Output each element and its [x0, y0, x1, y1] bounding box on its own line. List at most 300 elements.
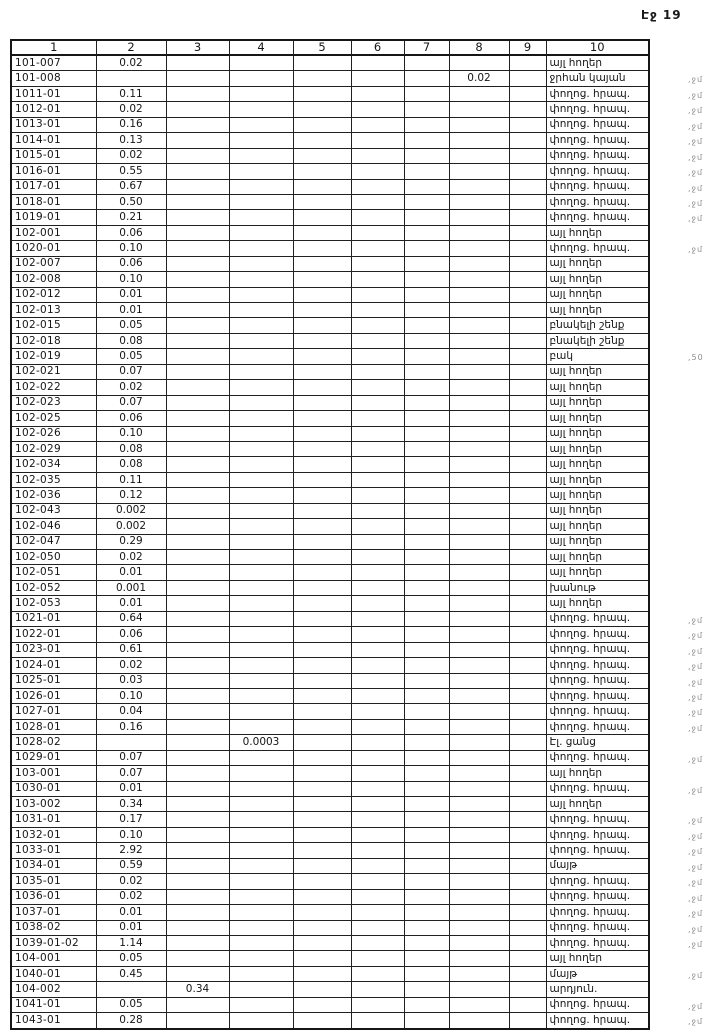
value-cell-col2: [96, 71, 166, 86]
value-cell-col7: [404, 997, 449, 1012]
value-cell-col6: [351, 349, 404, 364]
value-cell-col3: [166, 164, 229, 179]
land-use-cell: [546, 133, 704, 148]
column-header-4: 4: [229, 40, 293, 55]
column-header-8: 8: [449, 40, 509, 55]
value-cell-col4: [229, 704, 293, 719]
value-cell-col5: [293, 966, 351, 981]
value-cell-col9: [509, 256, 546, 271]
land-use-cell: [546, 117, 704, 132]
land-use-label: փողոց. հրապ.: [549, 211, 631, 224]
value-cell-col7: [404, 673, 449, 688]
value-cell-col5: [293, 874, 351, 889]
value-cell-col2: 0.08: [96, 441, 166, 456]
value-cell-col8: [449, 380, 509, 395]
value-cell-col3: [166, 596, 229, 611]
land-use-cell: [546, 565, 649, 580]
table-row: [11, 874, 649, 889]
value-cell-col3: [166, 951, 229, 966]
margin-note: ,ջմ: [688, 662, 704, 672]
value-cell-col5: [293, 395, 351, 410]
table-row: [11, 71, 649, 86]
value-cell-col3: [166, 966, 229, 981]
table-row: [11, 272, 649, 287]
land-use-cell: [546, 673, 704, 688]
parcel-id-cell: 1043-01: [11, 1013, 96, 1029]
value-cell-col2: 0.06: [96, 411, 166, 426]
value-cell-col8: [449, 596, 509, 611]
value-cell-col7: [404, 256, 449, 271]
value-cell-col9: [509, 133, 546, 148]
land-use-label: բնակելի շենք: [549, 334, 625, 347]
value-cell-col2: 0.05: [96, 951, 166, 966]
value-cell-col3: [166, 642, 229, 657]
parcel-id-cell: 102-034: [11, 457, 96, 472]
parcel-id-cell: 102-012: [11, 287, 96, 302]
land-use-label: այլ հողեր: [549, 597, 603, 610]
value-cell-col2: 0.001: [96, 580, 166, 595]
margin-note: ,ջմ: [688, 893, 704, 903]
value-cell-col2: 0.05: [96, 997, 166, 1012]
value-cell-col9: [509, 550, 546, 565]
land-use-cell: [546, 241, 704, 256]
value-cell-col3: [166, 457, 229, 472]
table-row: [11, 318, 649, 333]
land-use-cell: [546, 596, 649, 611]
parcel-id-cell: 1038-02: [11, 920, 96, 935]
parcel-id-cell: 1033-01: [11, 843, 96, 858]
value-cell-col5: [293, 287, 351, 302]
value-cell-col8: [449, 256, 509, 271]
land-use-cell: [546, 534, 649, 549]
value-cell-col9: [509, 982, 546, 997]
value-cell-col5: [293, 179, 351, 194]
value-cell-col5: [293, 580, 351, 595]
value-cell-col8: [449, 503, 509, 518]
value-cell-col2: 0.06: [96, 225, 166, 240]
value-cell-col9: [509, 797, 546, 812]
value-cell-col2: 0.10: [96, 688, 166, 703]
value-cell-col7: [404, 102, 449, 117]
value-cell-col5: [293, 704, 351, 719]
value-cell-col7: [404, 318, 449, 333]
value-cell-col3: [166, 488, 229, 503]
value-cell-col7: [404, 411, 449, 426]
value-cell-col6: [351, 889, 404, 904]
land-use-label: այլ հողեր: [549, 550, 603, 563]
value-cell-col8: [449, 364, 509, 379]
value-cell-col6: [351, 1013, 404, 1029]
table-row: [11, 627, 649, 642]
margin-note: ,ջմ: [688, 924, 704, 934]
value-cell-col7: [404, 565, 449, 580]
value-cell-col4: [229, 812, 293, 827]
value-cell-col9: [509, 565, 546, 580]
table-row: [11, 673, 649, 688]
parcel-id-cell: 1021-01: [11, 611, 96, 626]
table-row: [11, 179, 649, 194]
value-cell-col6: [351, 287, 404, 302]
value-cell-col9: [509, 766, 546, 781]
margin-note: ,ջմ: [688, 723, 704, 733]
margin-note: ,ջմ: [688, 183, 704, 193]
land-use-cell: [546, 194, 704, 209]
value-cell-col2: 0.03: [96, 673, 166, 688]
land-use-label: փողոց. հրապ.: [549, 133, 631, 146]
value-cell-col2: 0.02: [96, 380, 166, 395]
table-row: [11, 210, 649, 225]
value-cell-col8: [449, 488, 509, 503]
value-cell-col6: [351, 935, 404, 950]
column-header-1: 1: [11, 40, 96, 55]
parcel-id-cell: 102-026: [11, 426, 96, 441]
value-cell-col2: 0.06: [96, 256, 166, 271]
value-cell-col7: [404, 596, 449, 611]
parcel-id-cell: 1020-01: [11, 241, 96, 256]
value-cell-col6: [351, 210, 404, 225]
value-cell-col4: [229, 55, 293, 71]
value-cell-col3: [166, 333, 229, 348]
table-row: [11, 534, 649, 549]
table-row: [11, 503, 649, 518]
value-cell-col6: [351, 812, 404, 827]
value-cell-col7: [404, 380, 449, 395]
value-cell-col6: [351, 102, 404, 117]
value-cell-col2: 0.02: [96, 102, 166, 117]
value-cell-col8: [449, 658, 509, 673]
value-cell-col7: [404, 364, 449, 379]
value-cell-col9: [509, 704, 546, 719]
value-cell-col6: [351, 164, 404, 179]
land-use-cell: [546, 966, 704, 981]
value-cell-col8: [449, 627, 509, 642]
parcel-id-cell: 1028-01: [11, 719, 96, 734]
table-row: [11, 843, 649, 858]
column-header-6: 6: [351, 40, 404, 55]
value-cell-col9: [509, 827, 546, 842]
value-cell-col2: 0.02: [96, 874, 166, 889]
value-cell-col2: 0.07: [96, 766, 166, 781]
value-cell-col4: [229, 426, 293, 441]
margin-note: ,ջմ: [688, 816, 704, 826]
value-cell-col7: [404, 704, 449, 719]
value-cell-col7: [404, 935, 449, 950]
value-cell-col9: [509, 611, 546, 626]
table-row: [11, 86, 649, 101]
land-use-cell: [546, 256, 649, 271]
value-cell-col3: [166, 627, 229, 642]
table-row: [11, 380, 649, 395]
value-cell-col5: [293, 457, 351, 472]
value-cell-col7: [404, 457, 449, 472]
table-row: [11, 194, 649, 209]
parcel-id-cell: 1035-01: [11, 874, 96, 889]
value-cell-col7: [404, 287, 449, 302]
value-cell-col3: [166, 766, 229, 781]
table-row: [11, 256, 649, 271]
value-cell-col6: [351, 411, 404, 426]
value-cell-col7: [404, 812, 449, 827]
land-use-cell: [546, 843, 704, 858]
land-use-label: այլ հողեր: [549, 272, 603, 285]
value-cell-col7: [404, 164, 449, 179]
land-use-cell: [546, 411, 649, 426]
value-cell-col3: [166, 411, 229, 426]
land-use-label: փողոց. հրապ.: [549, 936, 631, 949]
table-row: [11, 580, 649, 595]
value-cell-col9: [509, 688, 546, 703]
parcel-id-cell: 102-013: [11, 303, 96, 318]
table-row: [11, 750, 649, 765]
value-cell-col4: 0.0003: [229, 735, 293, 750]
value-cell-col8: [449, 457, 509, 472]
value-cell-col8: [449, 874, 509, 889]
land-use-cell: [546, 225, 649, 240]
value-cell-col8: [449, 519, 509, 534]
value-cell-col5: [293, 550, 351, 565]
value-cell-col8: [449, 241, 509, 256]
parcel-id-cell: 1032-01: [11, 827, 96, 842]
value-cell-col4: [229, 194, 293, 209]
land-use-label: փողոց. հրապ.: [549, 813, 631, 826]
value-cell-col8: [449, 534, 509, 549]
table-row: [11, 766, 649, 781]
parcel-id-cell: 102-046: [11, 519, 96, 534]
land-use-cell: [546, 889, 704, 904]
value-cell-col4: [229, 858, 293, 873]
value-cell-col4: [229, 503, 293, 518]
value-cell-col5: [293, 611, 351, 626]
value-cell-col2: 0.02: [96, 148, 166, 163]
value-cell-col2: 0.06: [96, 627, 166, 642]
value-cell-col4: [229, 874, 293, 889]
land-use-label: փողոց. հրապ.: [549, 118, 631, 131]
value-cell-col3: [166, 935, 229, 950]
value-cell-col3: [166, 1013, 229, 1029]
land-use-cell: [546, 472, 649, 487]
value-cell-col5: [293, 781, 351, 796]
value-cell-col5: [293, 719, 351, 734]
value-cell-col7: [404, 750, 449, 765]
value-cell-col2: 0.10: [96, 272, 166, 287]
value-cell-col7: [404, 766, 449, 781]
value-cell-col9: [509, 272, 546, 287]
value-cell-col8: [449, 333, 509, 348]
value-cell-col6: [351, 519, 404, 534]
value-cell-col7: [404, 472, 449, 487]
table-row: [11, 704, 649, 719]
value-cell-col3: [166, 349, 229, 364]
value-cell-col4: [229, 287, 293, 302]
value-cell-col4: [229, 272, 293, 287]
land-use-label: այլ հողեր: [549, 365, 603, 378]
value-cell-col4: [229, 71, 293, 86]
value-cell-col4: [229, 797, 293, 812]
margin-note: ,ջմ: [688, 245, 704, 255]
value-cell-col6: [351, 55, 404, 71]
table-row: [11, 333, 649, 348]
parcel-id-cell: 1023-01: [11, 642, 96, 657]
value-cell-col5: [293, 534, 351, 549]
value-cell-col2: 0.002: [96, 519, 166, 534]
value-cell-col3: [166, 472, 229, 487]
value-cell-col8: [449, 472, 509, 487]
value-cell-col4: [229, 225, 293, 240]
margin-note: ,ջմ: [688, 75, 704, 85]
land-use-label: փողոց. հրապ.: [549, 874, 631, 887]
value-cell-col7: [404, 503, 449, 518]
land-use-cell: [546, 364, 649, 379]
value-cell-col9: [509, 102, 546, 117]
land-use-cell: [546, 750, 704, 765]
value-cell-col6: [351, 225, 404, 240]
value-cell-col9: [509, 179, 546, 194]
value-cell-col5: [293, 133, 351, 148]
land-use-label: այլ հողեր: [549, 257, 603, 270]
value-cell-col4: [229, 148, 293, 163]
land-use-label: այլ հողեր: [549, 458, 603, 471]
value-cell-col5: [293, 997, 351, 1012]
parcel-id-cell: 1027-01: [11, 704, 96, 719]
land-use-label: փողոց. հրապ.: [549, 241, 631, 254]
column-header-7: 7: [404, 40, 449, 55]
value-cell-col8: [449, 858, 509, 873]
value-cell-col9: [509, 148, 546, 163]
value-cell-col6: [351, 565, 404, 580]
parcel-id-cell: 102-018: [11, 333, 96, 348]
land-use-cell: [546, 550, 649, 565]
value-cell-col8: [449, 287, 509, 302]
land-use-label: փողոց. հրապ.: [549, 720, 631, 733]
table-row: [11, 781, 649, 796]
value-cell-col3: [166, 781, 229, 796]
value-cell-col5: [293, 750, 351, 765]
value-cell-col8: [449, 194, 509, 209]
table-row: [11, 658, 649, 673]
value-cell-col7: [404, 55, 449, 71]
value-cell-col6: [351, 688, 404, 703]
land-use-label: փողոց. հրապ.: [549, 998, 631, 1011]
land-use-cell: [546, 812, 704, 827]
value-cell-col8: [449, 611, 509, 626]
land-use-label: փողոց. հրապ.: [549, 149, 631, 162]
table-row: [11, 472, 649, 487]
value-cell-col4: [229, 920, 293, 935]
parcel-id-cell: 103-001: [11, 766, 96, 781]
land-use-cell: [546, 519, 649, 534]
value-cell-col6: [351, 550, 404, 565]
value-cell-col4: [229, 519, 293, 534]
table-row: [11, 735, 649, 750]
value-cell-col6: [351, 71, 404, 86]
value-cell-col9: [509, 673, 546, 688]
land-use-cell: [546, 627, 704, 642]
margin-note: ,ջմ: [688, 692, 704, 702]
value-cell-col3: [166, 303, 229, 318]
land-use-label: փողոց. հրապ.: [549, 705, 631, 718]
value-cell-col7: [404, 735, 449, 750]
parcel-id-cell: 102-015: [11, 318, 96, 333]
value-cell-col2: 0.01: [96, 287, 166, 302]
value-cell-col4: [229, 750, 293, 765]
value-cell-col5: [293, 241, 351, 256]
value-cell-col2: 0.01: [96, 905, 166, 920]
value-cell-col2: 0.05: [96, 318, 166, 333]
value-cell-col2: 0.05: [96, 349, 166, 364]
value-cell-col2: 0.11: [96, 86, 166, 101]
parcel-id-cell: 1029-01: [11, 750, 96, 765]
value-cell-col4: [229, 997, 293, 1012]
value-cell-col9: [509, 411, 546, 426]
value-cell-col8: [449, 164, 509, 179]
value-cell-col2: 0.04: [96, 704, 166, 719]
value-cell-col7: [404, 920, 449, 935]
value-cell-col9: [509, 55, 546, 71]
land-use-cell: [546, 688, 704, 703]
value-cell-col9: [509, 966, 546, 981]
value-cell-col9: [509, 117, 546, 132]
land-use-cell: [546, 318, 649, 333]
parcel-id-cell: 1014-01: [11, 133, 96, 148]
value-cell-col5: [293, 889, 351, 904]
land-use-cell: [546, 272, 649, 287]
value-cell-col3: [166, 395, 229, 410]
value-cell-col3: [166, 441, 229, 456]
margin-note: ,ջմ: [688, 137, 704, 147]
value-cell-col7: [404, 1013, 449, 1029]
value-cell-col8: [449, 704, 509, 719]
value-cell-col6: [351, 318, 404, 333]
land-use-label: այլ հողեր: [549, 566, 603, 579]
parcel-id-cell: 102-025: [11, 411, 96, 426]
value-cell-col3: [166, 905, 229, 920]
parcel-id-cell: 1036-01: [11, 889, 96, 904]
parcel-id-cell: 1022-01: [11, 627, 96, 642]
value-cell-col2: 1.14: [96, 935, 166, 950]
value-cell-col4: [229, 472, 293, 487]
value-cell-col2: 0.002: [96, 503, 166, 518]
value-cell-col9: [509, 395, 546, 410]
land-use-label: փողոց. հրապ.: [549, 782, 631, 795]
value-cell-col3: [166, 256, 229, 271]
land-use-cell: [546, 210, 704, 225]
value-cell-col9: [509, 580, 546, 595]
value-cell-col9: [509, 735, 546, 750]
value-cell-col2: 0.01: [96, 303, 166, 318]
value-cell-col4: [229, 827, 293, 842]
value-cell-col2: 0.45: [96, 966, 166, 981]
value-cell-col3: [166, 889, 229, 904]
value-cell-col3: [166, 812, 229, 827]
value-cell-col3: [166, 241, 229, 256]
parcel-id-cell: 102-022: [11, 380, 96, 395]
value-cell-col2: 0.12: [96, 488, 166, 503]
value-cell-col5: [293, 982, 351, 997]
value-cell-col5: [293, 86, 351, 101]
value-cell-col3: [166, 102, 229, 117]
value-cell-col7: [404, 179, 449, 194]
value-cell-col8: [449, 117, 509, 132]
value-cell-col5: [293, 1013, 351, 1029]
table-row: [11, 688, 649, 703]
value-cell-col8: [449, 426, 509, 441]
value-cell-col9: [509, 210, 546, 225]
parcel-id-cell: 102-021: [11, 364, 96, 379]
value-cell-col8: [449, 318, 509, 333]
land-use-label: փողոց. հրապ.: [549, 180, 631, 193]
margin-note: ,ջմ: [688, 708, 704, 718]
value-cell-col5: [293, 102, 351, 117]
